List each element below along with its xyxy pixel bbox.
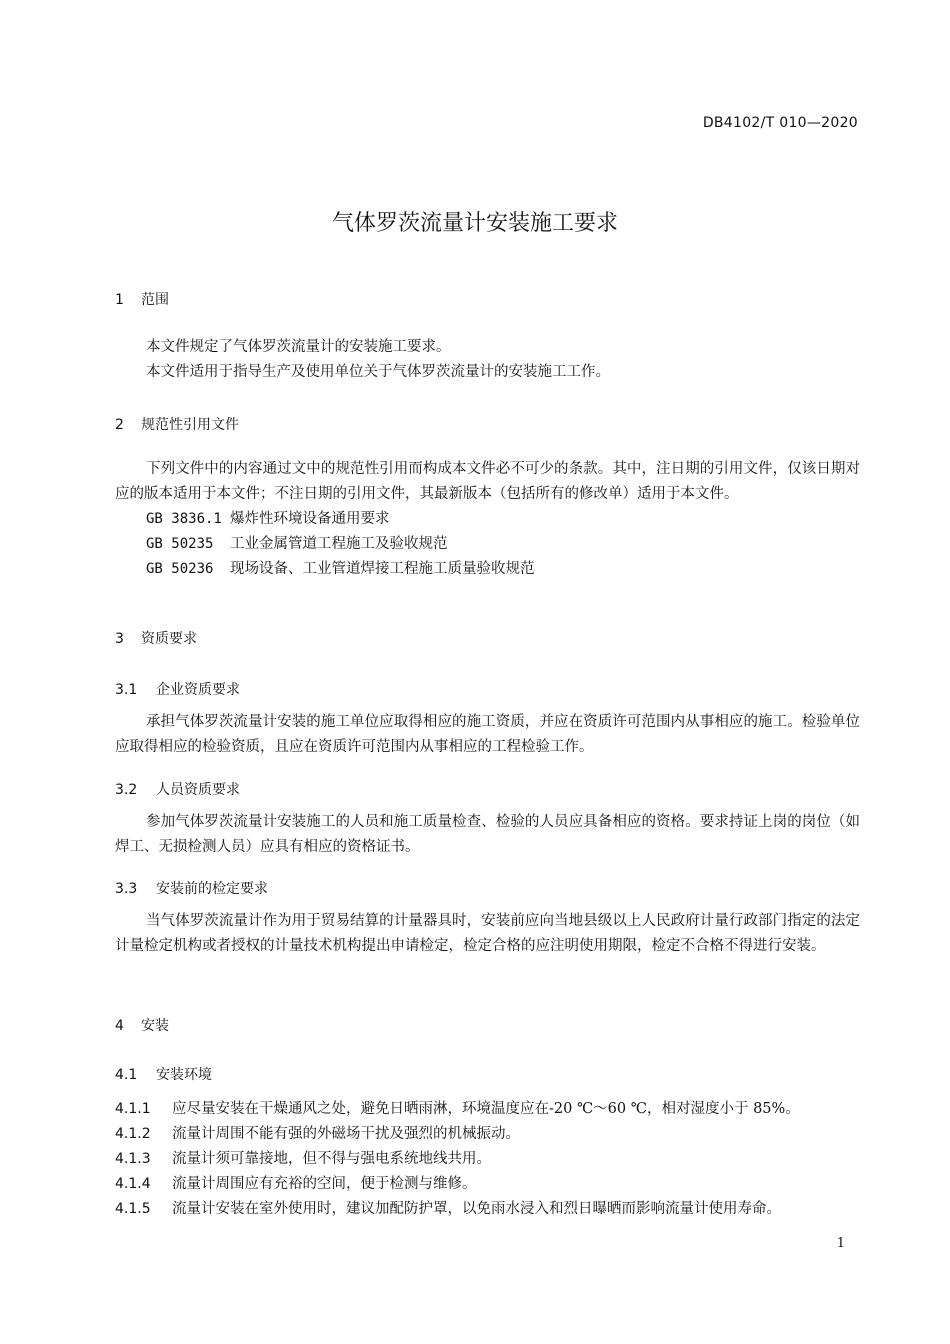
reference-name: 工业金属管道工程施工及验收规范 [230, 536, 448, 552]
section-3-heading [115, 628, 860, 648]
item-number: 4.1.1 [115, 1101, 151, 1117]
list-item [115, 1197, 860, 1222]
paragraph: 本文件适用于指导生产及使用单位关于气体罗茨流量计的安装施工工作。 [146, 364, 610, 380]
reference-code: GB 50236 [146, 561, 214, 577]
item-text: 流量计安装在室外使用时，建议加配防护罩，以免雨水浸入和烈日曝晒而影响流量计使用寿命。 [172, 1201, 781, 1217]
reference-code: GB 50235 [146, 536, 214, 552]
section-title: 范围 [141, 292, 169, 308]
subsection-title: 安装环境 [156, 1067, 212, 1083]
subsection-number: 3.2 [115, 782, 138, 798]
item-number: 4.1.5 [115, 1201, 151, 1217]
section-4-heading [115, 1015, 860, 1035]
list-item [115, 1122, 860, 1147]
item-text: 流量计周围应有充裕的空间，便于检测与维修。 [172, 1176, 477, 1192]
item-text: 流量计须可靠接地，但不得与强电系统地线共用。 [172, 1151, 491, 1167]
page-number: 1 [836, 1236, 845, 1251]
item-number: 4.1.2 [115, 1126, 151, 1142]
section-1-heading [115, 289, 860, 309]
item-text: 应尽量安装在干燥通风之处，避免日晒雨淋，环境温度应在-20 ℃～60 ℃，相对湿度小于 85%。 [172, 1101, 800, 1117]
section-title: 安装 [141, 1018, 169, 1034]
paragraph: 参加气体罗茨流量计安装施工的人员和施工质量检查、检验的人员应具备相应的资格。要求持证上岗的岗位（如焊工、无损检测人员）应具有相应的资格证书。 [115, 814, 860, 855]
subsection-3-2-body [115, 810, 860, 860]
document-code: DB4102/T 010—2020 [702, 115, 858, 131]
subsection-number: 3.3 [115, 881, 138, 897]
item-number: 4.1.3 [115, 1151, 151, 1167]
paragraph: 下列文件中的内容通过文中的规范性引用而构成本文件必不可少的条款。其中，注日期的引用文件，仅该日期对应的版本适用于本文件；不注日期的引用文件，其最新版本（包括所有的修改单）适用于本文件。 [115, 461, 860, 502]
subsection-4-1-body [115, 1097, 860, 1222]
subsection-title: 人员资质要求 [156, 782, 240, 798]
reference-item [115, 557, 860, 582]
reference-item [115, 532, 860, 557]
paragraph: 当气体罗茨流量计作为用于贸易结算的计量器具时，安装前应向当地县级以上人民政府计量行政部门指定的法定计量检定机构或者授权的计量技术机构提出申请检定，检定合格的应注明使用期限，检定不合格不得进行安装。 [115, 913, 860, 954]
subsection-title: 安装前的检定要求 [156, 881, 268, 897]
section-title: 规范性引用文件 [141, 417, 239, 433]
reference-code: GB 3836.1 [146, 511, 222, 527]
reference-name: 爆炸性环境设备通用要求 [230, 511, 390, 527]
list-item [115, 1097, 860, 1122]
item-text: 流量计周围不能有强的外磁场干扰及强烈的机械振动。 [172, 1126, 520, 1142]
list-item [115, 1147, 860, 1172]
section-number: 1 [115, 292, 124, 308]
subsection-3-2-heading [115, 779, 860, 799]
section-title: 资质要求 [141, 631, 197, 647]
section-1-body [115, 335, 860, 385]
section-number: 4 [115, 1018, 124, 1034]
subsection-3-3-heading [115, 878, 860, 898]
page-title: 气体罗茨流量计安装施工要求 [331, 211, 618, 236]
list-item [115, 1172, 860, 1197]
section-number: 2 [115, 417, 124, 433]
paragraph: 承担气体罗茨流量计安装的施工单位应取得相应的施工资质，并应在资质许可范围内从事相应的施工。检验单位应取得相应的检验资质，且应在资质许可范围内从事相应的工程检验工作。 [115, 714, 860, 755]
reference-item [115, 507, 860, 532]
subsection-number: 4.1 [115, 1067, 138, 1083]
item-number: 4.1.4 [115, 1176, 151, 1192]
section-2-body [115, 457, 860, 582]
subsection-4-1-heading [115, 1064, 860, 1084]
section-2-heading [115, 414, 860, 434]
subsection-title: 企业资质要求 [156, 682, 240, 698]
subsection-number: 3.1 [115, 682, 138, 698]
subsection-3-1-body [115, 710, 860, 760]
subsection-3-1-heading [115, 679, 860, 699]
section-number: 3 [115, 631, 124, 647]
reference-name: 现场设备、工业管道焊接工程施工质量验收规范 [230, 561, 535, 577]
subsection-3-3-body [115, 909, 860, 959]
paragraph: 本文件规定了气体罗茨流量计的安装施工要求。 [146, 339, 451, 355]
